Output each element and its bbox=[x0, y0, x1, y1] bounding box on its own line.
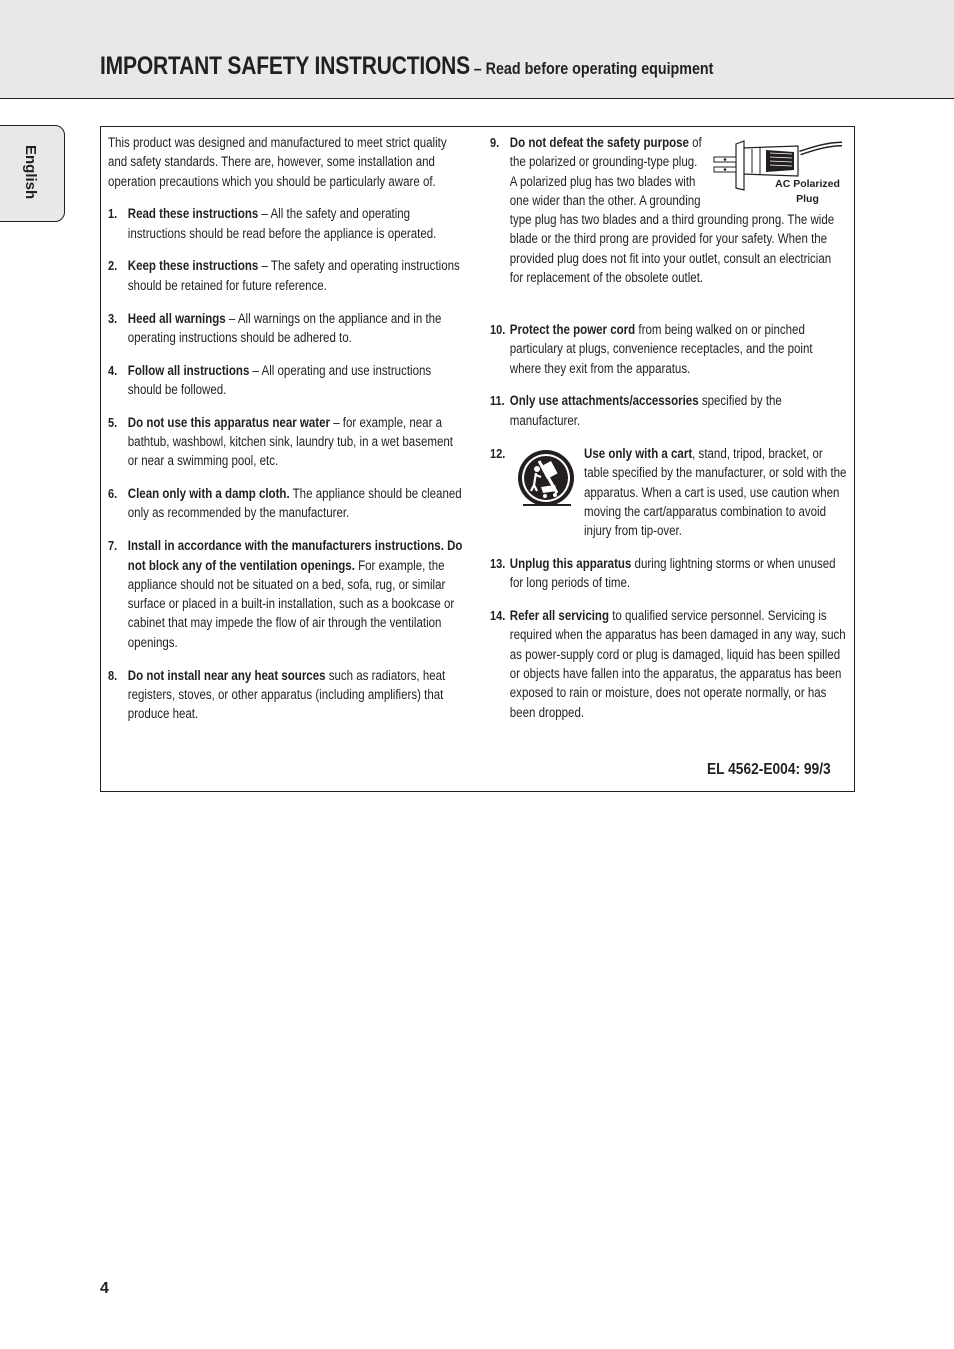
item-text: to qualified service personnel. Servicing is required when the apparatus has been damaged in any way, such as power-supply cord or plug is damaged, liquid has been spilled or objects have fallen into the apparatus, the apparatus has been exposed to rain or moisture, does not operate normally, or has been dropped. bbox=[509, 608, 846, 720]
item-heading: Use only with a cart bbox=[584, 446, 693, 461]
item-12-number-wrap bbox=[490, 444, 516, 463]
item-text: from being walked on or pinched particulary at plugs, convenience receptacles, and the point where they exit from the apparatus. bbox=[509, 322, 813, 376]
title-subtitle: – Read before operating equipment bbox=[473, 59, 714, 78]
list-item bbox=[108, 309, 465, 348]
item-heading: Keep these instructions bbox=[127, 258, 259, 274]
intro-text: This product was designed and manufactured to meet strict quality and safety standards. There are, however, some installation and operation precautions which you should be particularly aware of. bbox=[108, 135, 447, 189]
item-text: – All operating and use instructions should be followed. bbox=[127, 362, 432, 397]
item-text: – The safety and operating instructions should be retained for future reference. bbox=[127, 258, 460, 293]
item-number: 11. bbox=[490, 393, 505, 409]
item-number: 13. bbox=[490, 556, 506, 571]
right-column-items-10-11 bbox=[490, 320, 847, 430]
list-item bbox=[108, 484, 465, 523]
item-number: 3. bbox=[108, 310, 118, 326]
item-heading: Heed all warnings bbox=[127, 310, 226, 326]
item-heading: Read these instructions bbox=[127, 206, 259, 222]
plug-caption: AC Polarized Plug bbox=[775, 178, 840, 205]
list-item bbox=[490, 320, 847, 378]
list-item bbox=[108, 413, 465, 471]
reference-code: EL 4562-E004: 99/3 bbox=[707, 761, 831, 778]
item-text: during lightning storms or when unused for long periods of time. bbox=[509, 556, 836, 591]
item-number: 14. bbox=[490, 608, 506, 624]
item-heading: Unplug this apparatus bbox=[509, 556, 632, 571]
item-heading: Install in accordance with the manufacturers instructions. Do not block any of the ventilation openings. bbox=[127, 538, 463, 573]
list-item bbox=[108, 666, 465, 724]
page-number: 4 bbox=[100, 1280, 109, 1297]
item-number: 10. bbox=[490, 322, 506, 337]
list-item bbox=[490, 391, 847, 430]
item-heading: Only use attachments/accessories bbox=[509, 393, 699, 409]
item-number: 8. bbox=[108, 667, 118, 683]
left-column bbox=[108, 133, 465, 723]
item-number: 9. bbox=[490, 135, 500, 150]
language-tab-label: English bbox=[22, 145, 39, 200]
right-column-items-13-14 bbox=[490, 554, 847, 722]
list-item bbox=[108, 536, 465, 652]
list-item bbox=[108, 361, 465, 400]
item-text: of the polarized or grounding-type plug. A polarized plug has two blades with one wider than the other. A grounding type plug has two blades and a third grounding prong. The wide blade or the third prong are provided for your safety. When the provided plug does not fit into your outlet, consult an electrician for replacement of the obsolete outlet. bbox=[509, 135, 835, 286]
item-text: – All warnings on the appliance and in the operating instructions should be adhered to. bbox=[127, 310, 442, 345]
item-heading: Protect the power cord bbox=[509, 322, 636, 337]
item-number: 12. bbox=[490, 446, 506, 461]
item-text: specified by the manufacturer. bbox=[509, 393, 782, 428]
item-text: The appliance should be cleaned only as recommended by the manufacturer. bbox=[127, 486, 462, 521]
item-number: 1. bbox=[108, 206, 118, 222]
item-heading: Clean only with a damp cloth. bbox=[127, 486, 290, 502]
page-title bbox=[100, 52, 713, 81]
cart-tip-over-warning-icon bbox=[515, 447, 577, 509]
item-heading: Refer all servicing bbox=[509, 608, 610, 624]
item-number: 4. bbox=[108, 362, 118, 378]
item-number: 5. bbox=[108, 414, 118, 430]
item-heading: Do not use this apparatus near water bbox=[127, 414, 331, 430]
list-item bbox=[490, 606, 847, 722]
item-number: 6. bbox=[108, 486, 118, 502]
list-item bbox=[108, 256, 465, 295]
item-text: – for example, near a bathtub, washbowl, kitchen sink, laundry tub, in a wet basement or near a swimming pool, etc. bbox=[127, 414, 453, 469]
item-number: 2. bbox=[108, 258, 118, 274]
item-text: For example, the appliance should not be situated on a bed, sofa, rug, or similar surface or placed in a built-in installation, such as a bookcase or cabinet that may impede the flow of air through the ventilation openings. bbox=[127, 557, 455, 650]
item-heading: Do not install near any heat sources bbox=[127, 667, 326, 683]
list-item bbox=[490, 554, 847, 593]
item-number: 7. bbox=[108, 538, 118, 554]
page-header bbox=[0, 0, 954, 99]
title-main: IMPORTANT SAFETY INSTRUCTIONS bbox=[100, 52, 471, 80]
item-heading: Follow all instructions bbox=[127, 362, 250, 378]
item-text: – All the safety and operating instructions should be read before the appliance is operated. bbox=[127, 206, 437, 241]
item-text: , stand, tripod, bracket, or table specified by the manufacturer, or sold with the apparatus. When a cart is used, use caution when moving the cart/apparatus combination to avoid injury from tip-over. bbox=[584, 446, 847, 539]
list-item bbox=[108, 204, 465, 243]
item-heading: Do not defeat the safety purpose bbox=[509, 135, 689, 150]
item-text: such as radiators, heat registers, stoves, or other apparatus (including amplifiers) that produce heat. bbox=[127, 667, 446, 722]
item-12-body bbox=[584, 444, 849, 540]
